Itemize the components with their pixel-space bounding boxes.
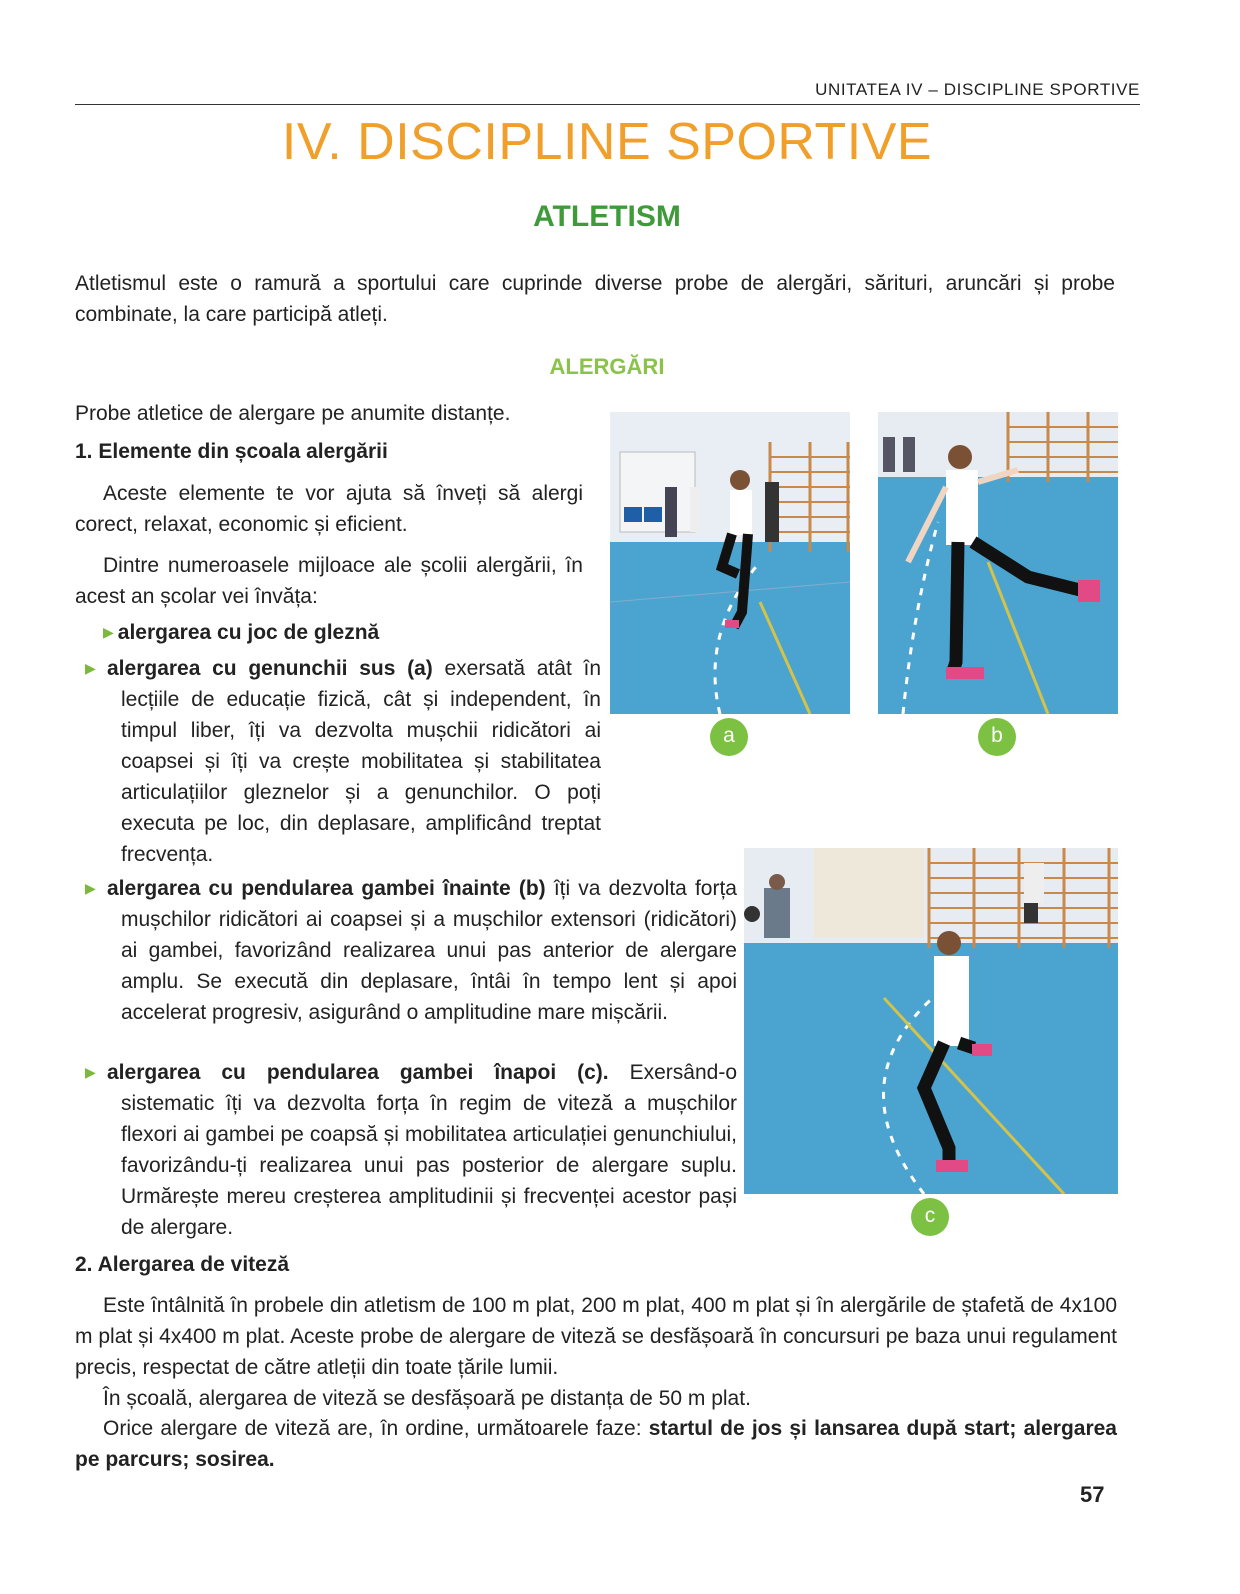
part1-paragraph-2: Dintre numeroasele mijloace ale școlii alergării, în acest an școlar vei învăța: bbox=[75, 554, 583, 608]
figure-label-a: a bbox=[710, 718, 748, 756]
phases-bold: startul de jos și lansarea după start; alergarea pe parcurs; sosirea. bbox=[75, 1417, 1117, 1471]
subsection-title: ALERGĂRI bbox=[549, 354, 665, 379]
photo-a-high-knees bbox=[610, 412, 850, 714]
intro-paragraph: Atletismul este o ramură a sportului care cuprinde diverse probe de alergări, sărituri, aruncări și probe combinate, la care participă atleți. bbox=[75, 272, 1115, 326]
part2-paragraph-1: Este întâlnită în probele din atletism de 100 m plat, 200 m plat, 400 m plat și în alergările de ștafetă de 4x100 m plat și 4x400 m plat. Aceste probe de alergare de viteză se desfășoară în concursuri pe baza unui regulament precis, respectat de către atleții din toate țările lumii. bbox=[75, 1294, 1117, 1379]
running-title: UNITATEA IV – DISCIPLINE SPORTIVE bbox=[815, 80, 1140, 99]
photo-c-backward-kick bbox=[744, 848, 1118, 1194]
bullet-bold-text: alergarea cu genunchii sus (a) bbox=[107, 657, 433, 680]
alergari-intro: Probe atletice de alergare pe anumite distanțe. bbox=[75, 402, 511, 425]
phases-intro: Orice alergare de viteză are, în ordine, următoarele faze: bbox=[103, 1417, 649, 1440]
page-number: 57 bbox=[1080, 1482, 1105, 1507]
part1-heading: 1. Elemente din școala alergării bbox=[75, 440, 388, 463]
bullet-text: Exersând-o sistematic îți va dezvolta forța în regim de viteză a mușchilor flexori ai gambei pe coapsă și mobilitatea articulației genunchiului, favorizându-ți realizarea unui pas posterior de alergare suplu. Urmărește mereu creșterea amplitudinii și frecvenței acestor pași de alergare. bbox=[121, 1061, 737, 1239]
figure-label-b: b bbox=[978, 718, 1016, 756]
part2-paragraph-3 bbox=[75, 1413, 1117, 1475]
bullet-item: ▶ alergarea cu pendularea gambei înapoi (c). Exersând-o sistematic îți va dezvolta forța în regim de viteză a mușchilor flexori ai gambei pe coapsă și mobilitatea articulației genunchiului, favorizându-ți realizarea unui pas posterior de alergare suplu. Urmărește mereu creșterea amplitudinii și frecvenței acestor pași de alergare. bbox=[85, 1061, 737, 1239]
bullet-item: ▶ alergarea cu genunchii sus (a) exersată atât în lecțiile de educație fizică, cât și independent, în timpul liber, îți va dezvolta mușchii ridicători ai coapsei și îți va crește mobilitatea și stabilitatea articulațiilor gleznelor și a genunchilor. O poți executa pe loc, din deplasare, amplificând treptat frecvența. bbox=[85, 657, 602, 866]
section-title: ATLETISM bbox=[533, 200, 681, 233]
bullet-item bbox=[103, 617, 583, 648]
part1-paragraph-1: Aceste elemente te vor ajuta să înveți să alergi corect, relaxat, economic și eficient. bbox=[75, 482, 583, 536]
running-header bbox=[75, 80, 1140, 105]
bullet-bold-text: alergarea cu pendularea gambei înainte (b) bbox=[107, 877, 546, 900]
photo-b-forward-kick bbox=[878, 412, 1118, 714]
bullet-text: îți va dezvolta forța mușchilor ridicători ai coapsei și a mușchilor extensori (ridicători) ai gambei, favorizând realizarea unui pas anterior de alergare amplu. Se execută din deplasare, întâi în tempo lent și apoi accelerat progresiv, asigurând o amplitudine mare mișcării. bbox=[121, 877, 737, 1024]
bullet-bold-text: alergarea cu joc de gleznă bbox=[117, 621, 380, 644]
figure-label-c: c bbox=[911, 1198, 949, 1236]
bullet-item: ▶ alergarea cu pendularea gambei înainte (b) îți va dezvolta forța mușchilor ridicători ai coapsei și a mușchilor extensori (ridicători) ai gambei, favorizând realizarea unui pas anterior de alergare amplu. Se execută din deplasare, întâi în tempo lent și apoi accelerat progresiv, asigurând o amplitudine mare mișcării. bbox=[85, 877, 737, 1024]
page-title: IV. DISCIPLINE SPORTIVE bbox=[281, 113, 933, 171]
part2-heading: 2. Alergarea de viteză bbox=[75, 1253, 289, 1276]
bullet-bold-text: alergarea cu pendularea gambei înapoi (c). bbox=[107, 1061, 609, 1084]
bullet-arrow-icon: ▶ bbox=[103, 624, 114, 640]
part2-paragraph-2: În școală, alergarea de viteză se desfășoară pe distanța de 50 m plat. bbox=[103, 1387, 751, 1410]
bullet-text: exersată atât în lecțiile de educație fizică, cât și independent, în timpul liber, îți va dezvolta mușchii ridicători ai coapsei și îți va crește mobilitatea și stabilitatea articulațiilor gleznelor și a genunchilor. O poți executa pe loc, din deplasare, amplificând treptat frecvența. bbox=[121, 657, 602, 866]
